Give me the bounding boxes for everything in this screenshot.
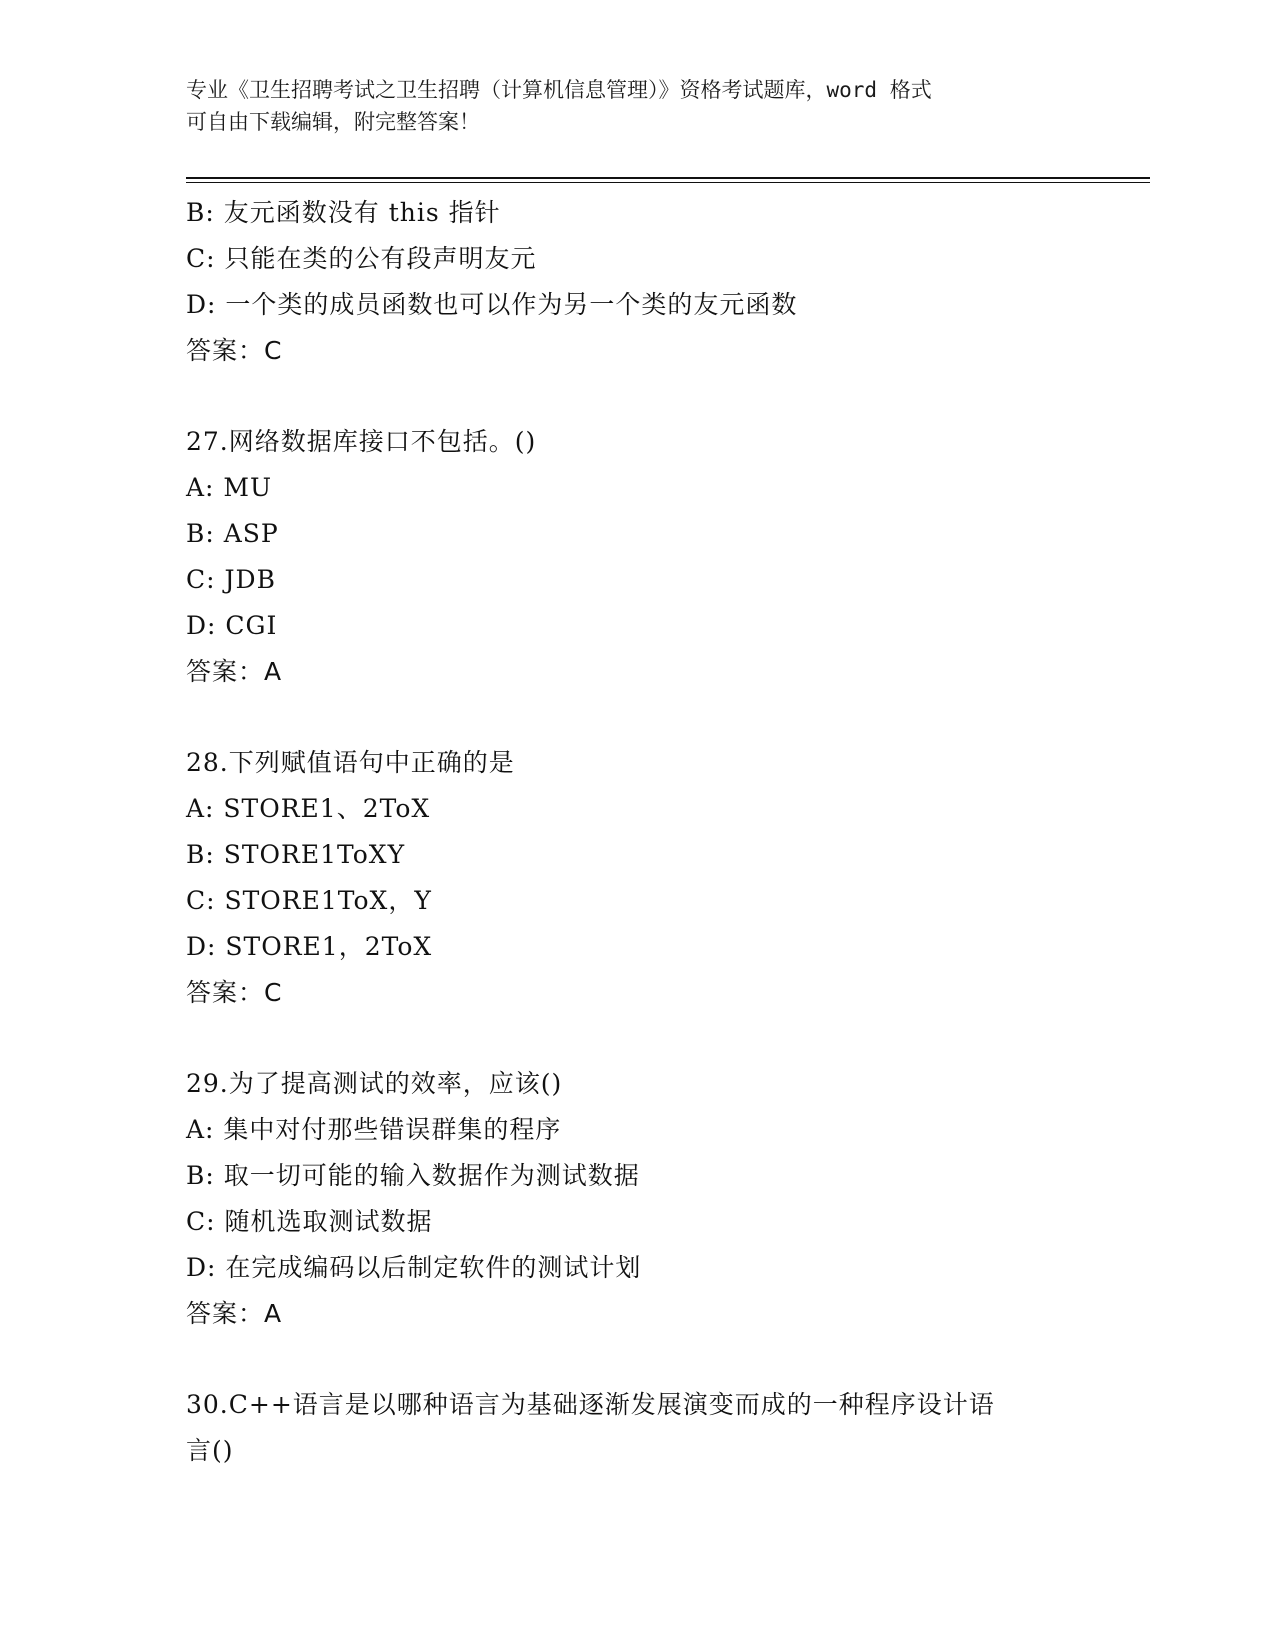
option-d: D: 一个类的成员函数也可以作为另一个类的友元函数 bbox=[186, 290, 798, 319]
header-divider-thick bbox=[186, 177, 1150, 179]
question-title-line-2: 言() bbox=[186, 1436, 234, 1465]
question-title: 29.为了提高测试的效率，应该() bbox=[186, 1069, 563, 1098]
question-title: 28.下列赋值语句中正确的是 bbox=[186, 748, 515, 777]
option-d: D: 在完成编码以后制定软件的测试计划 bbox=[186, 1253, 642, 1282]
option-d: D: CGI bbox=[186, 611, 278, 640]
question-28 bbox=[186, 740, 1086, 1016]
question-26-tail bbox=[186, 190, 1086, 374]
option-c: C: 随机选取测试数据 bbox=[186, 1207, 433, 1236]
option-a: A: STORE1、2ToX bbox=[186, 794, 431, 823]
option-a: A: 集中对付那些错误群集的程序 bbox=[186, 1115, 562, 1144]
question-27 bbox=[186, 419, 1086, 695]
question-29 bbox=[186, 1061, 1086, 1337]
option-c: C: 只能在类的公有段声明友元 bbox=[186, 244, 537, 273]
option-c: C: JDB bbox=[186, 565, 276, 594]
spacer bbox=[186, 1016, 1086, 1061]
option-b: B: 友元函数没有 this 指针 bbox=[186, 198, 501, 227]
option-a: A: MU bbox=[186, 473, 273, 502]
option-b: B: ASP bbox=[186, 519, 279, 548]
question-content bbox=[186, 190, 1086, 1474]
option-d: D: STORE1，2ToX bbox=[186, 932, 433, 961]
question-title: 27.网络数据库接口不包括。() bbox=[186, 427, 537, 456]
header-divider-thin bbox=[186, 182, 1150, 183]
option-b: B: STORE1ToXY bbox=[186, 840, 406, 869]
option-b: B: 取一切可能的输入数据作为测试数据 bbox=[186, 1161, 640, 1190]
header-line-1: 专业《卫生招聘考试之卫生招聘（计算机信息管理）》资格考试题库，word 格式 bbox=[186, 78, 932, 102]
document-header bbox=[186, 74, 1086, 138]
spacer bbox=[186, 695, 1086, 740]
header-line-2: 可自由下载编辑，附完整答案！ bbox=[186, 110, 480, 134]
answer: 答案：C bbox=[186, 978, 283, 1007]
spacer bbox=[186, 1337, 1086, 1382]
answer: 答案：A bbox=[186, 1299, 283, 1328]
answer: 答案：C bbox=[186, 336, 283, 365]
spacer bbox=[186, 374, 1086, 419]
answer: 答案：A bbox=[186, 657, 283, 686]
question-title-line-1: 30.C++语言是以哪种语言为基础逐渐发展演变而成的一种程序设计语 bbox=[186, 1390, 995, 1419]
option-c: C: STORE1ToX，Y bbox=[186, 886, 432, 915]
question-30 bbox=[186, 1382, 1086, 1474]
